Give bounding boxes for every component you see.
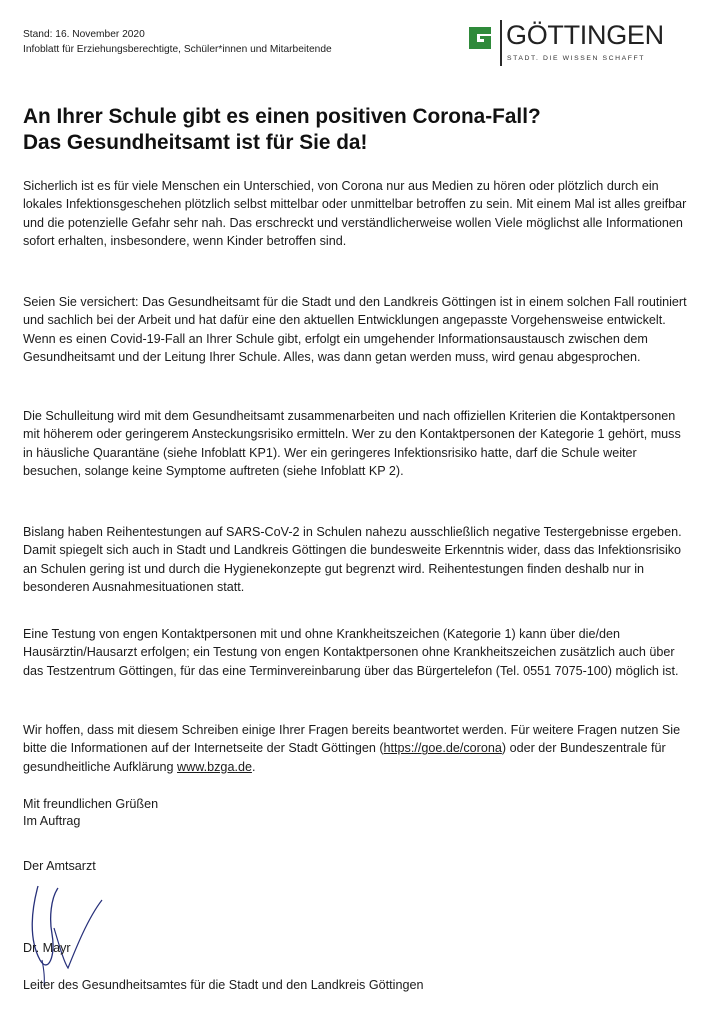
signer-title: Leiter des Gesundheitsamtes für die Stadt und den Landkreis Göttingen [23,978,424,992]
info-sheet-meta [23,27,332,57]
paragraph-further-info [23,721,691,776]
logo-slogan: STADT. DIE WISSEN SCHAFFT [507,55,646,62]
logo-divider [500,20,502,66]
document-date: Stand: 16. November 2020 [23,29,145,40]
paragraph-school-management: Die Schulleitung wird mit dem Gesundheitsamt zusammenarbeiten und nach offiziellen Kriterien die Kontaktpersonen mit höherem oder geringerem Ansteckungsrisiko ermitteln. Wer zu den Kontaktpersonen der Kategorie 1 gehört, muss in häusliche Quarantäne (siehe Infoblatt KP1). Wer ein geringeres Infektionsrisiko hatte, darf die Schule weiter besuchen, solange keine Symptome auftreten (siehe Infoblatt KP 2). [23,409,681,479]
further-info-text-1: Wir hoffen, dass mit diesem Schreiben einige Ihrer Fragen bereits beantwortet werden. Für weitere Fragen nutzen Sie bitte die Informationen auf der Internetseite der Stadt Göttingen ( [23,723,681,756]
title-line-2: Das Gesundheitsamt ist für Sie da! [23,131,368,154]
paragraph-reassurance: Seien Sie versichert: Das Gesundheitsamt für die Stadt und den Landkreis Göttingen ist in einem solchen Fall routiniert und sachlich bei der Arbeit und hat dafür eine den aktuellen Entwicklungen angepasste Vorgehensweise entwickelt. Wenn es einen Covid-19-Fall an Ihrer Schule gibt, erfolgt ein umgehender Informationsaustausch zwischen dem Gesundheitsamt und der Leitung Ihrer Schule. Alles, was dann getan werden muss, wird genau abgesprochen. [23,295,687,365]
closing-on-behalf: Im Auftrag [23,814,81,828]
title-line-1: An Ihrer Schule gibt es einen positiven Corona-Fall? [23,105,541,128]
paragraph-serial-testing: Bislang haben Reihentestungen auf SARS-CoV-2 in Schulen nahezu ausschließlich negative Testergebnisse ergeben. Damit spiegelt sich auch in Stadt und Landkreis Göttingen die bundesweite Erkenntnis wider, dass das Infektionsrisiko an Schulen gering ist und durch die Hygienekonzepte gut begrenzt wird. Reihentestungen finden deshalb nur in besonderen Ausnahmesituationen statt. [23,525,682,595]
signer-name: Dr. Mayr [23,941,71,955]
paragraph-testing-options: Eine Testung von engen Kontaktpersonen mit und ohne Krankheitszeichen (Kategorie 1) kann über die/den Hausärztin/Hausarzt erfolgen; ein Testung von engen Kontaktpersonen ohne Krankheitszeichen zusätzlich auch über das Testzentrum Göttingen, für das eine Terminvereinbarung über das Bürgertelefon (Tel. 0551 7075-100) möglich ist. [23,627,679,678]
handwritten-signature [18,878,118,988]
closing-greeting: Mit freundlichen Grüßen [23,797,159,811]
page-title [23,104,541,156]
bzga-link[interactable]: www.bzga.de [177,759,252,774]
signer-role: Der Amtsarzt [23,859,96,873]
city-logo [466,18,684,66]
paragraph-intro: Sicherlich ist es für viele Menschen ein Unterschied, von Corona nur aus Medien zu hören oder plötzlich durch ein lokales Infektionsgeschehen plötzlich selbst mittelbar oder unmittelbar betroffen zu sein. Mit einem Mal ist alles greifbar und die potenzielle Gefahr sehr nah. Das erschreckt und verständlicherweise wollen Viele möglichst alle Informationen sofort erhalten, insbesondere, wenn Kinder betroffen sind. [23,179,687,249]
logo-city-name: GÖTTINGEN [506,20,664,50]
goe-corona-link[interactable]: https://goe.de/corona [383,741,502,756]
further-info-text-3: . [251,759,256,774]
document-audience: Infoblatt für Erziehungsberechtigte, Schüler*innen und Mitarbeitende [23,44,332,55]
further-info-text-2: ) oder der Bundeszentrale für gesundheitliche Aufklärung [23,741,666,774]
goettingen-g-logo-icon [466,24,494,52]
